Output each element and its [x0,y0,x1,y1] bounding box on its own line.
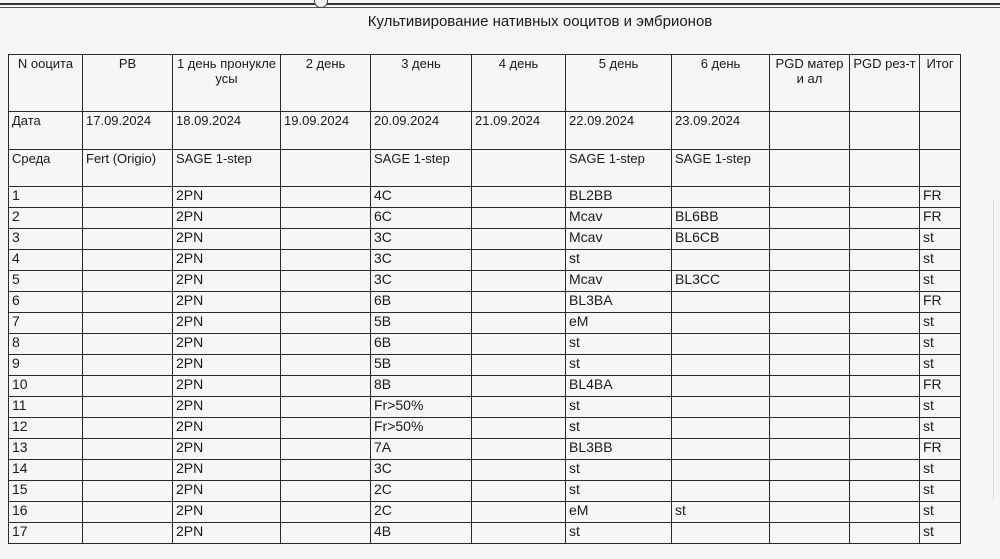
table-row [9,334,961,355]
culture-table [8,54,961,544]
cell-col-day3: 3C [371,250,472,271]
cell-col-pgd-material [770,150,850,187]
cell-col-pgd-result [850,355,920,376]
cell-col-total: FR [920,376,961,397]
cell-col-pgd-result [850,187,920,208]
cell-col-total: FR [920,187,961,208]
top-rule [0,3,1000,5]
cell-col-day4 [472,250,566,271]
cell-col-day4 [472,292,566,313]
cell-col-total: st [920,397,961,418]
cell-col-total: FR [920,292,961,313]
cell-col-oocyte-n: 13 [9,439,83,460]
cell-col-day1: 18.09.2024 [173,112,281,150]
cell-col-pgd-result [850,523,920,544]
cell-col-day2 [281,460,371,481]
cell-col-oocyte-n: 7 [9,313,83,334]
cell-col-rv [83,334,173,355]
table-row [9,292,961,313]
cell-col-rv [83,418,173,439]
cell-col-day3: Fr>50% [371,397,472,418]
cell-col-day1: 2PN [173,229,281,250]
cell-col-day5: Mcav [566,229,672,250]
cell-col-rv [83,229,173,250]
cell-col-day2: 19.09.2024 [281,112,371,150]
cell-col-rv [83,208,173,229]
header-row [9,55,961,112]
cell-col-pgd-material [770,229,850,250]
cell-col-rv [83,397,173,418]
table-row [9,397,961,418]
cell-col-rv [83,439,173,460]
cell-col-day1: 2PN [173,439,281,460]
cell-col-day6 [672,250,770,271]
cell-col-oocyte-n: Среда [9,150,83,187]
cell-col-oocyte-n: 14 [9,460,83,481]
cell-col-pgd-result [850,460,920,481]
table-row [9,250,961,271]
cell-col-day2 [281,334,371,355]
cell-col-day5: st [566,250,672,271]
cell-col-day3: 3C [371,271,472,292]
cell-col-oocyte-n: 4 [9,250,83,271]
cell-col-day5: st [566,481,672,502]
cell-col-oocyte-n: 10 [9,376,83,397]
cell-col-day3: 5B [371,355,472,376]
cell-col-rv [83,313,173,334]
cell-col-day1: 2PN [173,187,281,208]
cell-col-pgd-material [770,250,850,271]
cell-col-total: st [920,502,961,523]
table-row [9,523,961,544]
cell-col-day1: 2PN [173,271,281,292]
cell-col-day5: st [566,397,672,418]
cell-col-day5: st [566,355,672,376]
cell-col-pgd-result: PGD рез-т [850,55,920,112]
cell-col-total: st [920,250,961,271]
cell-col-day1: 2PN [173,334,281,355]
cell-col-day1: 2PN [173,460,281,481]
table-row [9,418,961,439]
cell-col-pgd-material [770,334,850,355]
cell-col-pgd-result [850,112,920,150]
cell-col-day2: 2 день [281,55,371,112]
cell-col-day5: SAGE 1-step [566,150,672,187]
cell-col-day3: 8B [371,376,472,397]
cell-col-total: st [920,418,961,439]
cell-col-day5: BL3BA [566,292,672,313]
cell-col-day5: 22.09.2024 [566,112,672,150]
page-edge-shadow [993,200,994,500]
cell-col-day3: Fr>50% [371,418,472,439]
cell-col-day5: BL2BB [566,187,672,208]
cell-col-rv: РВ [83,55,173,112]
cell-col-day6: 23.09.2024 [672,112,770,150]
cell-col-day4 [472,313,566,334]
table-row [9,271,961,292]
cell-col-rv [83,460,173,481]
cell-col-total: FR [920,439,961,460]
cell-col-day5: st [566,418,672,439]
cell-col-rv [83,355,173,376]
cell-col-day3: 2C [371,481,472,502]
cell-col-oocyte-n: 3 [9,229,83,250]
table-row [9,187,961,208]
cell-col-day1: 2PN [173,502,281,523]
cell-col-day2 [281,208,371,229]
cell-col-rv [83,187,173,208]
cell-col-pgd-material [770,439,850,460]
cell-col-day3: 6C [371,208,472,229]
cell-col-total [920,150,961,187]
top-rule-thin [0,7,1000,8]
cell-col-rv [83,523,173,544]
cell-col-pgd-material [770,523,850,544]
cell-col-oocyte-n: 16 [9,502,83,523]
cell-col-day1: SAGE 1-step [173,150,281,187]
cell-col-day6 [672,292,770,313]
cell-col-day3: 6B [371,334,472,355]
cell-col-oocyte-n: 6 [9,292,83,313]
cell-col-day4: 21.09.2024 [472,112,566,150]
cell-col-day6 [672,313,770,334]
cell-col-day6 [672,460,770,481]
cell-col-total [920,112,961,150]
cell-col-day6: SAGE 1-step [672,150,770,187]
cell-col-pgd-material [770,418,850,439]
cell-col-day5: st [566,523,672,544]
cell-col-day4: 4 день [472,55,566,112]
cell-col-total: FR [920,208,961,229]
cell-col-day3: 4C [371,187,472,208]
cell-col-pgd-result [850,250,920,271]
cell-col-day2 [281,481,371,502]
cell-col-day2 [281,355,371,376]
cell-col-oocyte-n: Дата [9,112,83,150]
cell-col-day5: eM [566,313,672,334]
cell-col-day6: st [672,502,770,523]
cell-col-day5: st [566,460,672,481]
cell-col-day2 [281,376,371,397]
cell-col-total: st [920,229,961,250]
table-row [9,208,961,229]
table-row [9,481,961,502]
cell-col-day4 [472,271,566,292]
page-title: Культивирование нативных ооцитов и эмбрионов [367,13,713,30]
cell-col-day4 [472,439,566,460]
cell-col-total: st [920,313,961,334]
cell-col-pgd-result [850,418,920,439]
cell-col-day5: eM [566,502,672,523]
cell-col-day2 [281,271,371,292]
cell-col-day2 [281,187,371,208]
cell-col-rv [83,271,173,292]
cell-col-day6: 6 день [672,55,770,112]
cell-col-day4 [472,418,566,439]
cell-col-pgd-result [850,229,920,250]
cell-col-pgd-result [850,208,920,229]
cell-col-day6 [672,397,770,418]
cell-col-pgd-material [770,313,850,334]
cell-col-oocyte-n: N ооцита [9,55,83,112]
cell-col-day1: 2PN [173,292,281,313]
cell-col-day6 [672,523,770,544]
cell-col-pgd-material: PGD матери ал [770,55,850,112]
cell-col-oocyte-n: 12 [9,418,83,439]
cell-col-pgd-result [850,271,920,292]
cell-col-day1: 2PN [173,250,281,271]
cell-col-day4 [472,397,566,418]
cell-col-day2 [281,397,371,418]
cell-col-day4 [472,460,566,481]
cell-col-pgd-material [770,112,850,150]
cell-col-day6 [672,481,770,502]
cell-col-rv [83,250,173,271]
cell-col-pgd-result [850,397,920,418]
cell-col-rv [83,502,173,523]
cell-col-day2 [281,439,371,460]
cell-col-oocyte-n: 17 [9,523,83,544]
cell-col-day5: st [566,334,672,355]
table-row [9,355,961,376]
cell-col-day3: 3C [371,460,472,481]
cell-col-day3: 6B [371,292,472,313]
cell-col-total: st [920,523,961,544]
cell-col-day4 [472,229,566,250]
medium-row [9,150,961,187]
cell-col-day2 [281,250,371,271]
cell-col-day6: BL6CB [672,229,770,250]
cell-col-day4 [472,208,566,229]
cell-col-rv: 17.09.2024 [83,112,173,150]
cell-col-day2 [281,502,371,523]
cell-col-pgd-material [770,397,850,418]
table-row [9,376,961,397]
table-row [9,229,961,250]
cell-col-day4 [472,187,566,208]
cell-col-total: st [920,460,961,481]
cell-col-pgd-result [850,292,920,313]
cell-col-oocyte-n: 11 [9,397,83,418]
cell-col-day2 [281,523,371,544]
cell-col-day1: 2PN [173,397,281,418]
cell-col-day5: BL4BA [566,376,672,397]
cell-col-total: st [920,334,961,355]
cell-col-pgd-material [770,481,850,502]
cell-col-day3: 2C [371,502,472,523]
cell-col-day1: 2PN [173,313,281,334]
cell-col-total: st [920,355,961,376]
cell-col-oocyte-n: 5 [9,271,83,292]
table-row [9,439,961,460]
cell-col-oocyte-n: 15 [9,481,83,502]
cell-col-day3: 4B [371,523,472,544]
cell-col-day6 [672,187,770,208]
cell-col-day3: 3C [371,229,472,250]
cell-col-day4 [472,523,566,544]
cell-col-pgd-result [850,313,920,334]
cell-col-pgd-result [850,502,920,523]
cell-col-day6 [672,355,770,376]
cell-col-day1: 2PN [173,523,281,544]
date-row [9,112,961,150]
cell-col-pgd-result [850,376,920,397]
cell-col-day4 [472,355,566,376]
cell-col-pgd-material [770,376,850,397]
cell-col-day1: 2PN [173,481,281,502]
cell-col-day6 [672,334,770,355]
cell-col-pgd-material [770,271,850,292]
table-row [9,460,961,481]
cell-col-day1: 2PN [173,355,281,376]
cell-col-rv [83,376,173,397]
cell-col-pgd-material [770,292,850,313]
cell-col-day4 [472,376,566,397]
cell-col-day1: 2PN [173,376,281,397]
cell-col-day4 [472,150,566,187]
cell-col-day1: 2PN [173,208,281,229]
cell-col-day1: 1 день пронуклеусы [173,55,281,112]
cell-col-total: st [920,271,961,292]
cell-col-total: st [920,481,961,502]
cell-col-oocyte-n: 1 [9,187,83,208]
cell-col-day3: 20.09.2024 [371,112,472,150]
cell-col-rv [83,481,173,502]
cell-col-day5: BL3BB [566,439,672,460]
table-row [9,313,961,334]
cell-col-pgd-result [850,150,920,187]
cell-col-rv: Fert (Origio) [83,150,173,187]
cell-col-day4 [472,334,566,355]
cell-col-day2 [281,313,371,334]
cell-col-day6: BL6BB [672,208,770,229]
cell-col-day2 [281,292,371,313]
cell-col-day6 [672,376,770,397]
cell-col-pgd-material [770,355,850,376]
cell-col-day6 [672,418,770,439]
cell-col-day5: Mcav [566,208,672,229]
cell-col-oocyte-n: 8 [9,334,83,355]
cell-col-day3: 7A [371,439,472,460]
cell-col-day5: Mcav [566,271,672,292]
cell-col-day5: 5 день [566,55,672,112]
cell-col-day4 [472,481,566,502]
cell-col-day3: 3 день [371,55,472,112]
cell-col-oocyte-n: 9 [9,355,83,376]
cell-col-pgd-result [850,334,920,355]
cell-col-pgd-result [850,481,920,502]
cell-col-day1: 2PN [173,418,281,439]
cell-col-pgd-material [770,460,850,481]
cell-col-day6 [672,439,770,460]
cell-col-day3: 5B [371,313,472,334]
cell-col-pgd-result [850,439,920,460]
cell-col-rv [83,292,173,313]
cell-col-day2 [281,150,371,187]
cell-col-total: Итог [920,55,961,112]
table-row [9,502,961,523]
cell-col-day2 [281,229,371,250]
cell-col-day4 [472,502,566,523]
cell-col-day2 [281,418,371,439]
cell-col-pgd-material [770,187,850,208]
cell-col-pgd-material [770,208,850,229]
cell-col-day3: SAGE 1-step [371,150,472,187]
cell-col-day6: BL3CC [672,271,770,292]
cell-col-oocyte-n: 2 [9,208,83,229]
cell-col-pgd-material [770,502,850,523]
